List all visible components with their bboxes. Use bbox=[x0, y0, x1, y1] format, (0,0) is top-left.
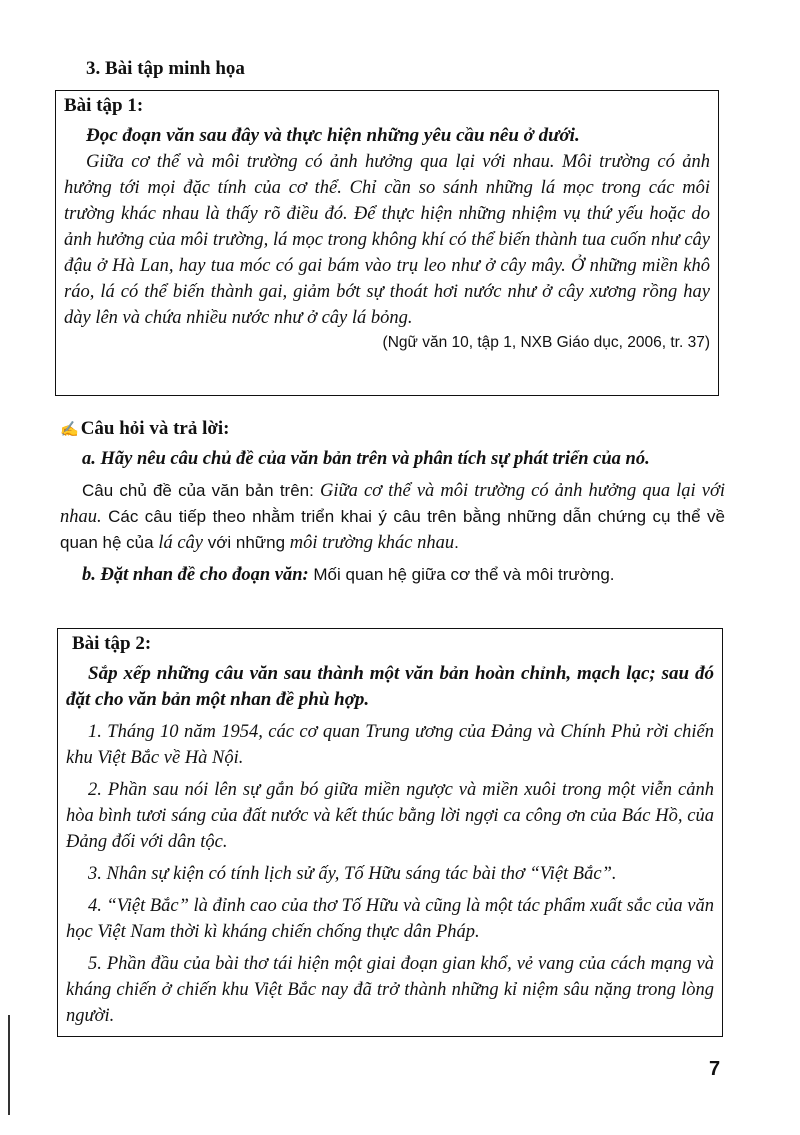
section-title: 3. Bài tập minh họa bbox=[86, 58, 245, 79]
answer-a-with: với những bbox=[203, 533, 290, 552]
exercise-2-box bbox=[57, 628, 723, 1037]
exercise-1-title: Bài tập 1: bbox=[64, 95, 144, 116]
qa-heading-row bbox=[60, 418, 725, 440]
answer-a-leaf: lá cây bbox=[158, 533, 203, 553]
exercise-2-item: 5. Phần đầu của bài thơ tái hiện một giai đoạn gian khổ, vẻ vang của cách mạng và kháng chiến ở chiến khu Việt Bắc nay đã trở thành những kỉ niệm sâu nặng trong lòng người. bbox=[66, 954, 714, 1026]
answer-a-end: . bbox=[454, 533, 459, 552]
question-b: b. Đặt nhan đề cho đoạn văn: bbox=[82, 565, 309, 585]
answer-a-topic: Giữa cơ thể và môi trường có ảnh hưởng qua lại với nhau. bbox=[60, 481, 726, 527]
page-number: 7 bbox=[709, 1058, 721, 1080]
answer-a-mid: Các câu tiếp theo nhằm triển khai ý câu trên bằng những dẫn chứng cụ thể về quan hệ của bbox=[60, 507, 725, 552]
exercise-1-box bbox=[55, 90, 719, 396]
answer-a bbox=[60, 478, 725, 556]
exercise-2-title: Bài tập 2: bbox=[72, 633, 152, 654]
exercise-1-instruction: Đọc đoạn văn sau đây và thực hiện những yêu cầu nêu ở dưới. bbox=[86, 125, 580, 146]
answer-b: Mối quan hệ giữa cơ thể và môi trường. bbox=[308, 565, 615, 584]
pencil-icon: ✍ bbox=[60, 422, 79, 438]
qa-heading: Câu hỏi và trả lời: bbox=[80, 418, 230, 439]
question-a: a. Hãy nêu câu chủ đề của văn bản trên và phân tích sự phát triển của nó. bbox=[82, 449, 650, 469]
exercise-2-item: 3. Nhân sự kiện có tính lịch sử ấy, Tố Hữu sáng tác bài thơ “Việt Bắc”. bbox=[88, 864, 617, 884]
answer-a-env: môi trường khác nhau bbox=[289, 533, 455, 553]
question-b-row bbox=[60, 562, 725, 588]
exercise-2-instruction: Sắp xếp những câu văn sau thành một văn bản hoàn chỉnh, mạch lạc; sau đó đặt cho văn bản một nhan đề phù hợp. bbox=[66, 663, 714, 710]
exercise-1-passage: Giữa cơ thể và môi trường có ảnh hưởng qua lại với nhau. Môi trường có ảnh hưởng tới mọi đặc tính của cơ thể. Chỉ cần so sánh những lá mọc trong các môi trường khác nhau là thấy rõ điều đó. Để thực hiện những nhiệm vụ thứ yếu hoặc do ảnh hưởng của môi trường, lá mọc trong không khí có thể biến thành tua cuốn như cây đậu ở Hà Lan, hay tua móc có gai bám vào trụ leo như ở cây mây. Ở những miền khô ráo, lá có thể biến thành gai, giảm bớt sự thoát hơi nước như ở cây xương rồng hay dày lên và chứa nhiều nước như ở cây lá bỏng. bbox=[64, 152, 710, 328]
exercise-2-item: 2. Phần sau nói lên sự gắn bó giữa miền ngược và miền xuôi trong một viễn cảnh hòa bình tươi sáng của đất nước và kết thúc bằng lời ngợi ca công ơn của Bác Hồ, của Đảng đối với dân tộc. bbox=[66, 780, 714, 852]
answer-a-prefix: Câu chủ đề của văn bản trên: bbox=[82, 481, 321, 500]
exercise-1-citation: (Ngữ văn 10, tập 1, NXB Giáo dục, 2006, tr. 37) bbox=[382, 334, 710, 351]
exercise-2-item: 4. “Việt Bắc” là đỉnh cao của thơ Tố Hữu và cũng là một tác phẩm xuất sắc của văn học Việt Nam thời kì kháng chiến chống thực dân Pháp. bbox=[66, 896, 714, 942]
scan-edge-line bbox=[8, 1015, 10, 1115]
qa-section bbox=[60, 418, 725, 588]
exercise-2-item: 1. Tháng 10 năm 1954, các cơ quan Trung ương của Đảng và Chính Phủ rời chiến khu Việt Bắc về Hà Nội. bbox=[66, 722, 714, 768]
